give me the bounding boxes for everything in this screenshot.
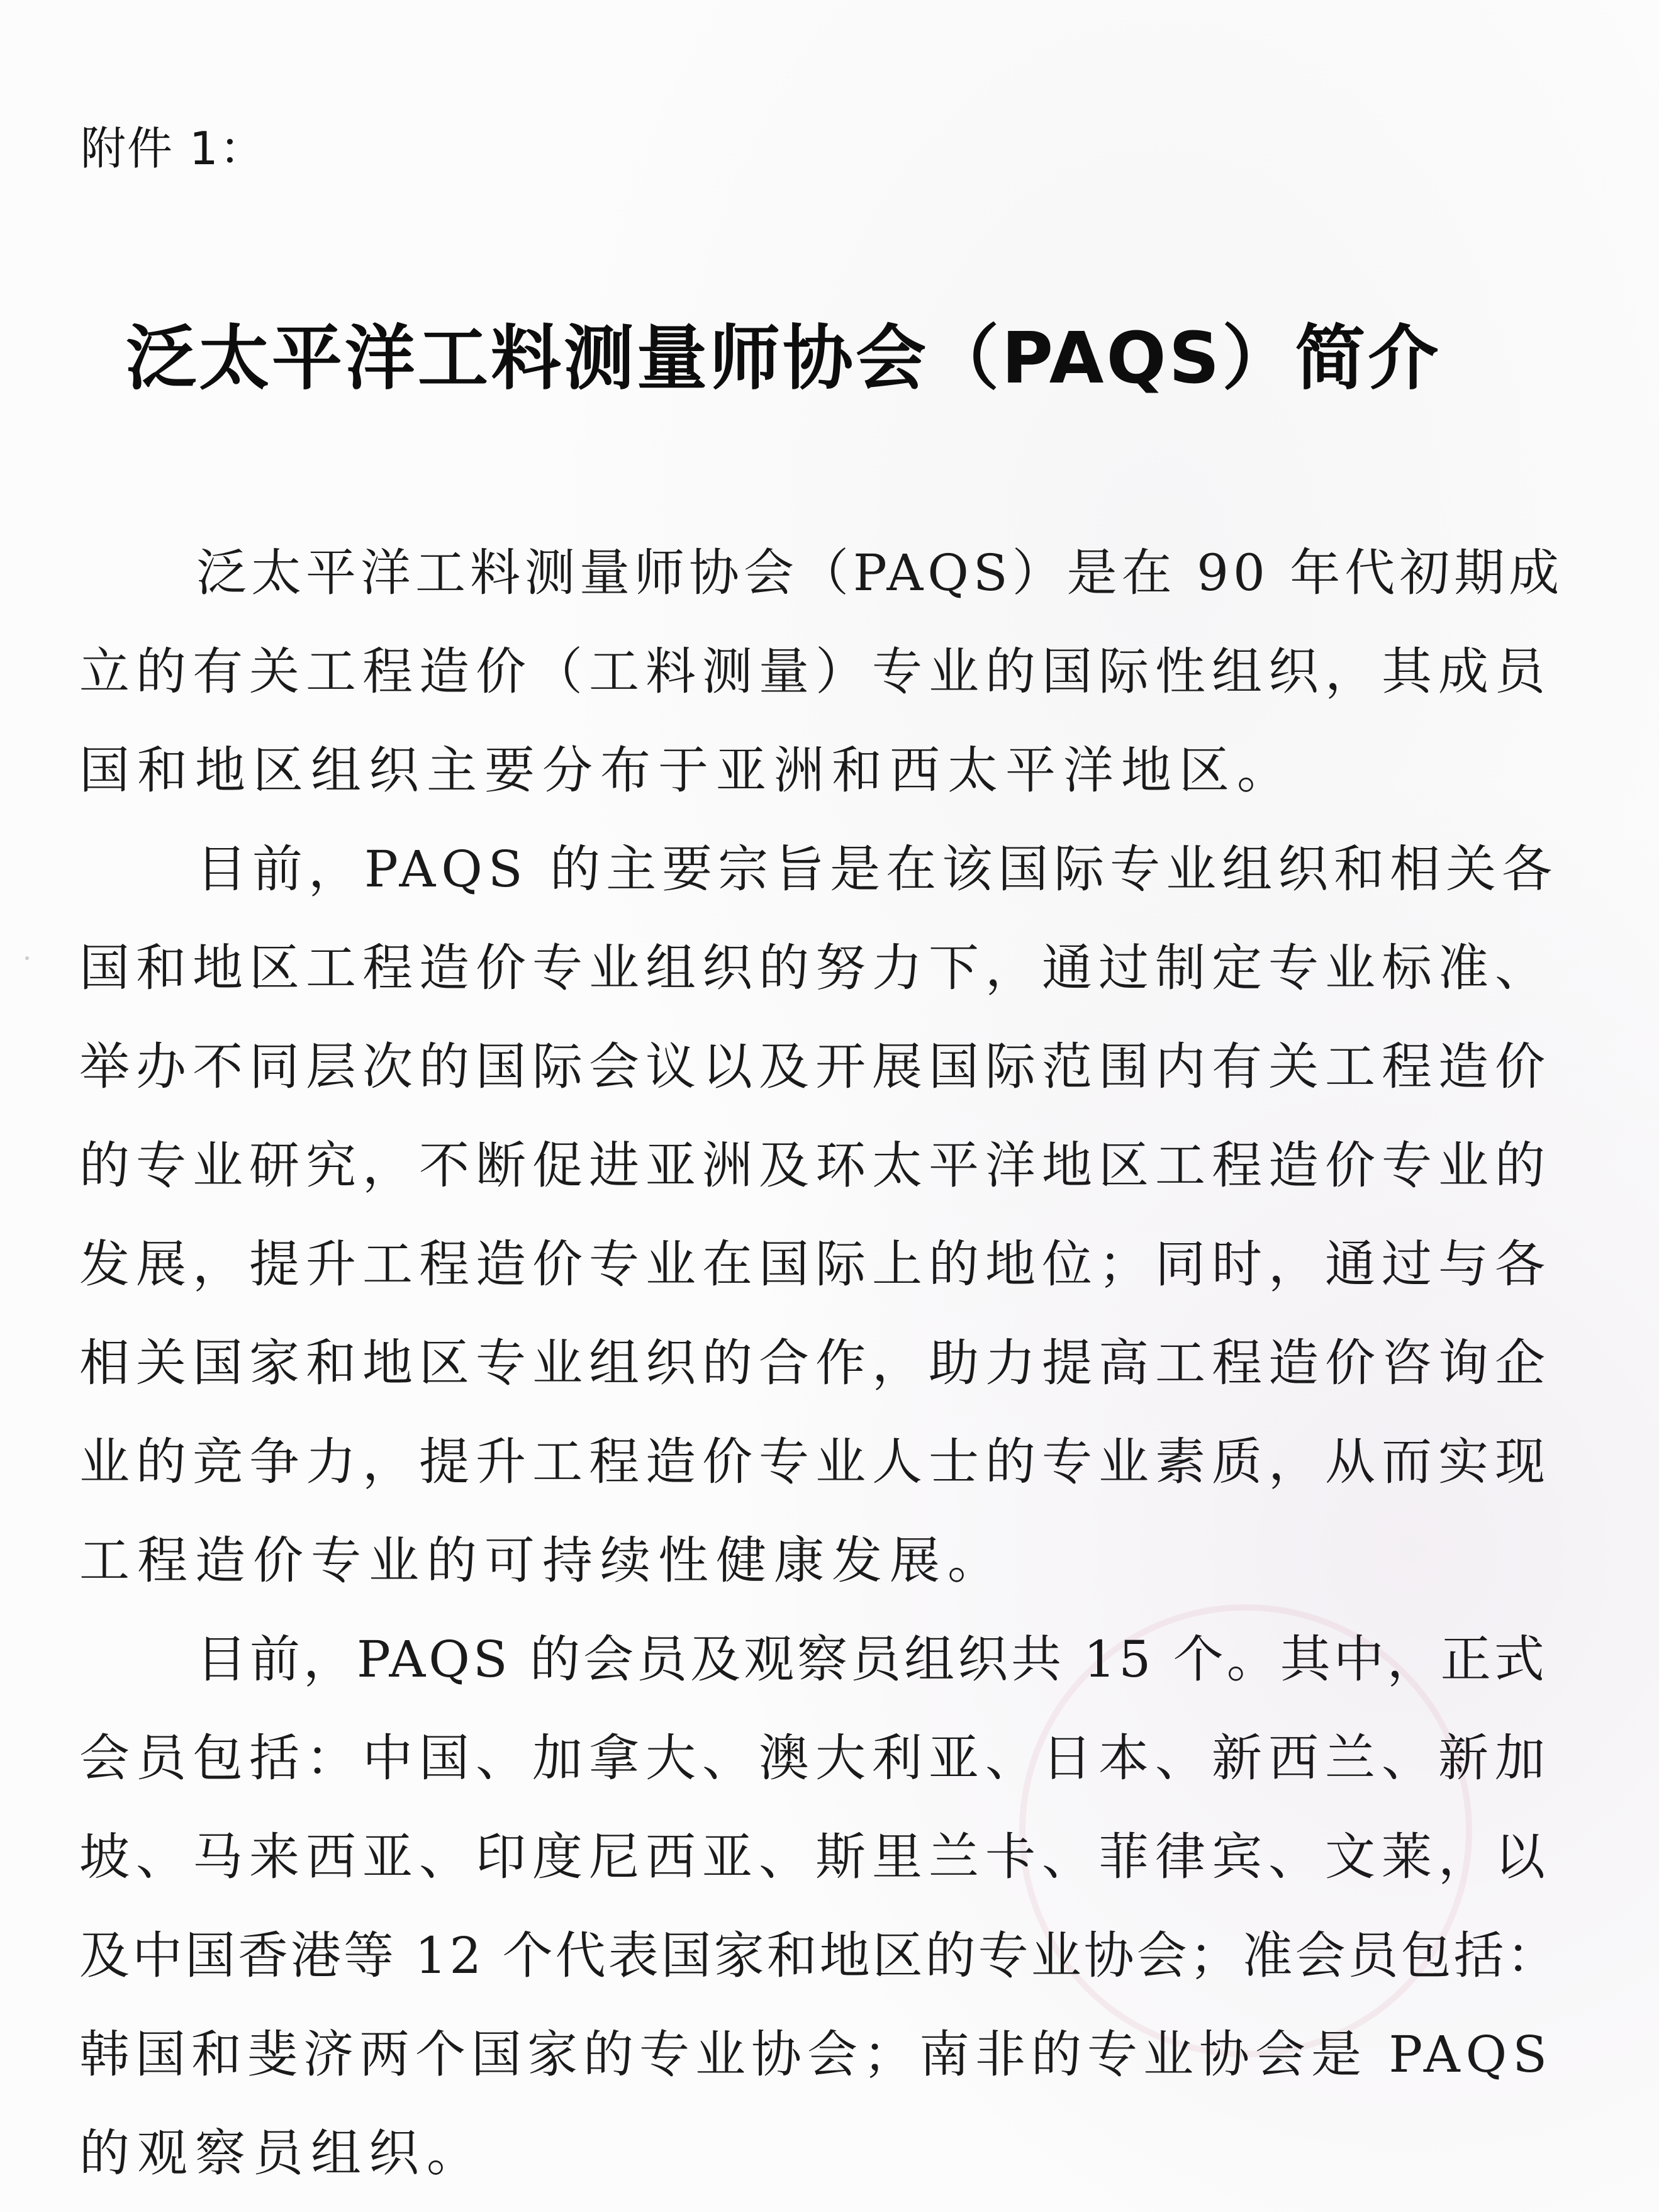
text-line: 国和地区工程造价专业组织的努力下，通过制定专业标准、 [79, 939, 1551, 997]
text-line: 及中国香港等 12 个代表国家和地区的专业协会；准会员包括： [79, 1926, 1560, 1985]
text-line: 泛太平洋工料测量师协会（PAQS）是在 90 年代初期成 [196, 544, 1564, 602]
text-line: 韩国和斐济两个国家的专业协会；南非的专业协会是 PAQS [79, 2025, 1553, 2084]
text-line: 的观察员组织。 [79, 2124, 484, 2182]
text-line: 工程造价专业的可持续性健康发展。 [79, 1531, 1005, 1590]
text-line: 国和地区组织主要分布于亚洲和西太平洋地区。 [79, 741, 1295, 800]
text-line: 业的竞争力，提升工程造价专业人士的专业素质，从而实现 [79, 1433, 1551, 1491]
attachment-label: 附件 1： [81, 122, 266, 175]
text-line: 目前，PAQS 的会员及观察员组织共 15 个。其中，正式 [196, 1630, 1548, 1689]
scan-speck [25, 956, 29, 960]
text-line: 发展，提升工程造价专业在国际上的地位；同时，通过与各 [79, 1235, 1551, 1293]
text-line: 的专业研究，不断促进亚洲及环太平洋地区工程造价专业的 [79, 1136, 1551, 1195]
text-line: 坡、马来西亚、印度尼西亚、斯里兰卡、菲律宾、文莱，以 [79, 1828, 1551, 1886]
text-line: 会员包括：中国、加拿大、澳大利亚、日本、新西兰、新加 [79, 1729, 1551, 1787]
text-line: 目前，PAQS 的主要宗旨是在该国际专业组织和相关各 [196, 840, 1558, 898]
text-line: 举办不同层次的国际会议以及开展国际范围内有关工程造价 [79, 1037, 1551, 1096]
text-line: 相关国家和地区专业组织的合作，助力提高工程造价咨询企 [79, 1334, 1551, 1392]
text-line: 立的有关工程造价（工料测量）专业的国际性组织，其成员 [79, 642, 1551, 701]
body-text [79, 523, 1564, 2203]
document-title: 泛太平洋工料测量师协会（PAQS）简介 [126, 318, 1441, 399]
